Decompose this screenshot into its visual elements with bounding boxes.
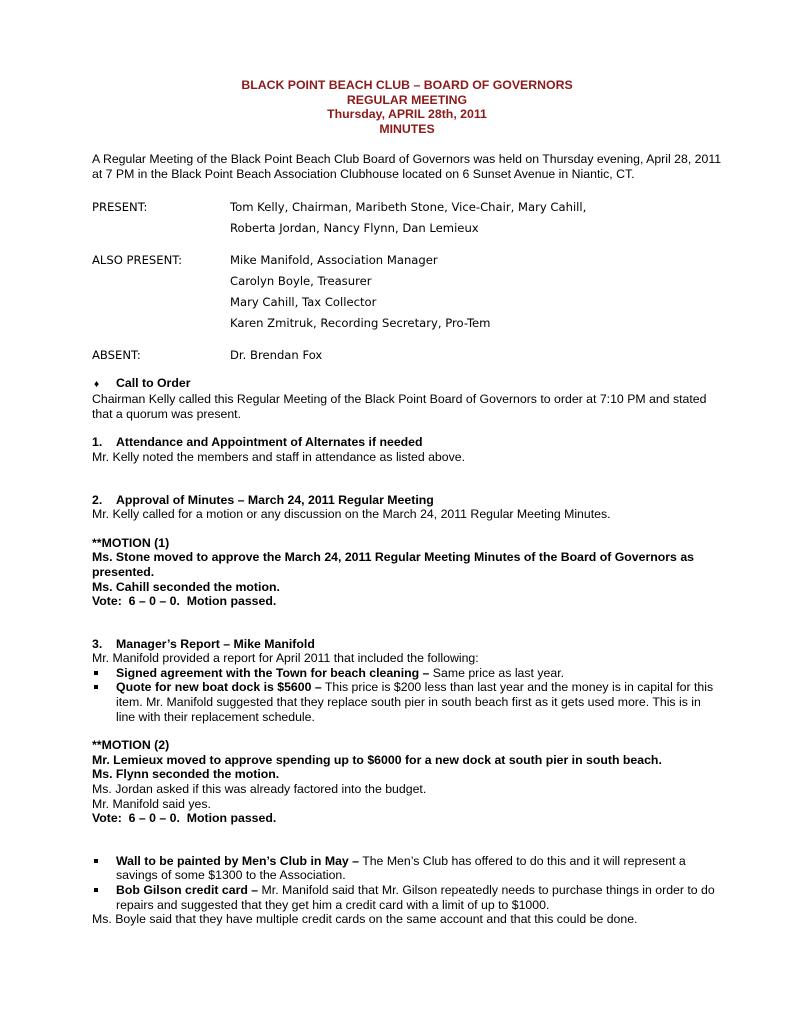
also-present-line: Mary Cahill, Tax Collector	[230, 294, 377, 309]
motion-1-block	[92, 536, 722, 609]
list-item	[92, 883, 722, 912]
also-present-line: Mike Manifold, Association Manager	[230, 252, 438, 267]
motion-1-vote: Vote: 6 – 0 – 0. Motion passed.	[92, 594, 277, 609]
list-item-bold: Bob Gilson credit card –	[116, 883, 259, 897]
motion-2-note: Ms. Jordan asked if this was already factored into the budget.	[92, 782, 427, 797]
additional-report-list	[92, 854, 722, 912]
list-item-text: The Men’s Club has offered to do this and it will represent a savings of some $1300 to the Association.	[116, 853, 686, 883]
item-2-heading	[92, 493, 722, 508]
square-bullet-icon	[94, 888, 98, 892]
item-1-text: Mr. Kelly noted the members and staff in attendance as listed above.	[92, 449, 465, 464]
square-bullet-icon	[94, 685, 98, 689]
intro-paragraph: A Regular Meeting of the Black Point Beach Club Board of Governors was held on Thursday evening, April 28, 2011 at 7 PM in the Black Point Beach Association Clubhouse located on 6 Sunset Avenue in Niantic, CT.	[92, 152, 722, 181]
motion-2-second: Ms. Flynn seconded the motion.	[92, 767, 280, 782]
diamond-bullet-icon: ♦	[94, 378, 100, 390]
list-item-text: Mr. Manifold said that Mr. Gilson repeatedly needs to purchase things in order to do repairs and suggested that they get him a credit card with a limit of up to $1000.	[116, 883, 715, 912]
call-to-order-heading	[92, 376, 722, 393]
item-3-section	[92, 637, 722, 725]
item-2-title: Approval of Minutes – March 24, 2011 Regular Meeting	[116, 492, 434, 507]
square-bullet-icon	[94, 859, 98, 863]
call-to-order-text: Chairman Kelly called this Regular Meeting of the Black Point Board of Governors to order at 7:10 PM and stated that a quorum was present.	[92, 392, 707, 421]
item-3-text: Mr. Manifold provided a report for April 2011 that included the following:	[92, 651, 479, 666]
manager-report-list	[92, 666, 722, 724]
list-item	[92, 666, 722, 681]
present-line: Roberta Jordan, Nancy Flynn, Dan Lemieux	[230, 220, 479, 235]
call-to-order-section	[92, 376, 722, 422]
motion-2-vote: Vote: 6 – 0 – 0. Motion passed.	[92, 811, 277, 826]
absent-names	[230, 345, 722, 366]
item-3-title: Manager’s Report – Mike Manifold	[116, 636, 315, 651]
item-1-heading	[92, 435, 722, 450]
motion-1-label: **MOTION (1)	[92, 535, 170, 550]
also-present-names	[230, 250, 722, 334]
header-org-title: BLACK POINT BEACH CLUB – BOARD OF GOVERNORS	[241, 78, 573, 92]
motion-2-block	[92, 738, 722, 826]
also-present-row	[92, 250, 722, 334]
item-1-section	[92, 435, 722, 464]
attendance-block	[92, 197, 722, 366]
item-1-number: 1.	[92, 435, 103, 450]
present-label: PRESENT:	[92, 199, 148, 214]
item-2-number: 2.	[92, 492, 103, 507]
absent-label: ABSENT:	[92, 347, 141, 362]
item-2-section	[92, 493, 722, 522]
motion-2-note: Mr. Manifold said yes.	[92, 796, 211, 811]
item-3-number: 3.	[92, 636, 103, 651]
absent-row	[92, 345, 722, 366]
header-meeting-type: REGULAR MEETING	[346, 92, 468, 107]
motion-1-second: Ms. Cahill seconded the motion.	[92, 579, 280, 594]
item-3-heading	[92, 637, 722, 652]
document-header	[92, 78, 722, 136]
list-item-bold: Signed agreement with the Town for beach cleaning –	[116, 665, 430, 680]
header-date: Thursday, APRIL 28th, 2011	[327, 107, 487, 122]
header-doc-type: MINUTES	[379, 121, 435, 136]
absent-line: Dr. Brendan Fox	[230, 347, 323, 362]
list-item-bold: Wall to be painted by Men’s Club in May –	[116, 853, 360, 868]
also-present-label: ALSO PRESENT:	[92, 252, 183, 267]
present-line: Tom Kelly, Chairman, Maribeth Stone, Vice-Chair, Mary Cahill,	[230, 199, 587, 214]
motion-2-text: Mr. Lemieux moved to approve spending up to $6000 for a new dock at south pier in south beach.	[92, 752, 662, 767]
list-item	[92, 680, 722, 724]
square-bullet-icon	[94, 671, 98, 675]
motion-1-text: Ms. Stone moved to approve the March 24, 2011 Regular Meeting Minutes of the Board of Governors as presented.	[92, 550, 694, 579]
present-names	[230, 197, 722, 239]
list-item	[92, 854, 722, 883]
list-item-bold: Quote for new boat dock is $5600 –	[116, 680, 322, 695]
item-2-text: Mr. Kelly called for a motion or any discussion on the March 24, 2011 Regular Meeting Minutes.	[92, 507, 611, 522]
item-1-title: Attendance and Appointment of Alternates if needed	[116, 435, 423, 450]
present-row	[92, 197, 722, 239]
also-present-line: Carolyn Boyle, Treasurer	[230, 273, 372, 288]
list-item-text: This price is $200 less than last year and the money is in capital for this item. Mr. Manifold suggested that they replace south pier in south beach first as it gets used more. This is in line with their replacement schedule.	[116, 680, 714, 724]
document-page	[92, 78, 722, 927]
motion-2-label: **MOTION (2)	[92, 738, 170, 753]
list-item-text: Same price as last year.	[429, 665, 565, 680]
closing-paragraph: Ms. Boyle said that they have multiple credit cards on the same account and that this could be done.	[92, 912, 638, 927]
call-to-order-title: Call to Order	[116, 375, 191, 390]
also-present-line: Karen Zmitruk, Recording Secretary, Pro-Tem	[230, 315, 491, 330]
